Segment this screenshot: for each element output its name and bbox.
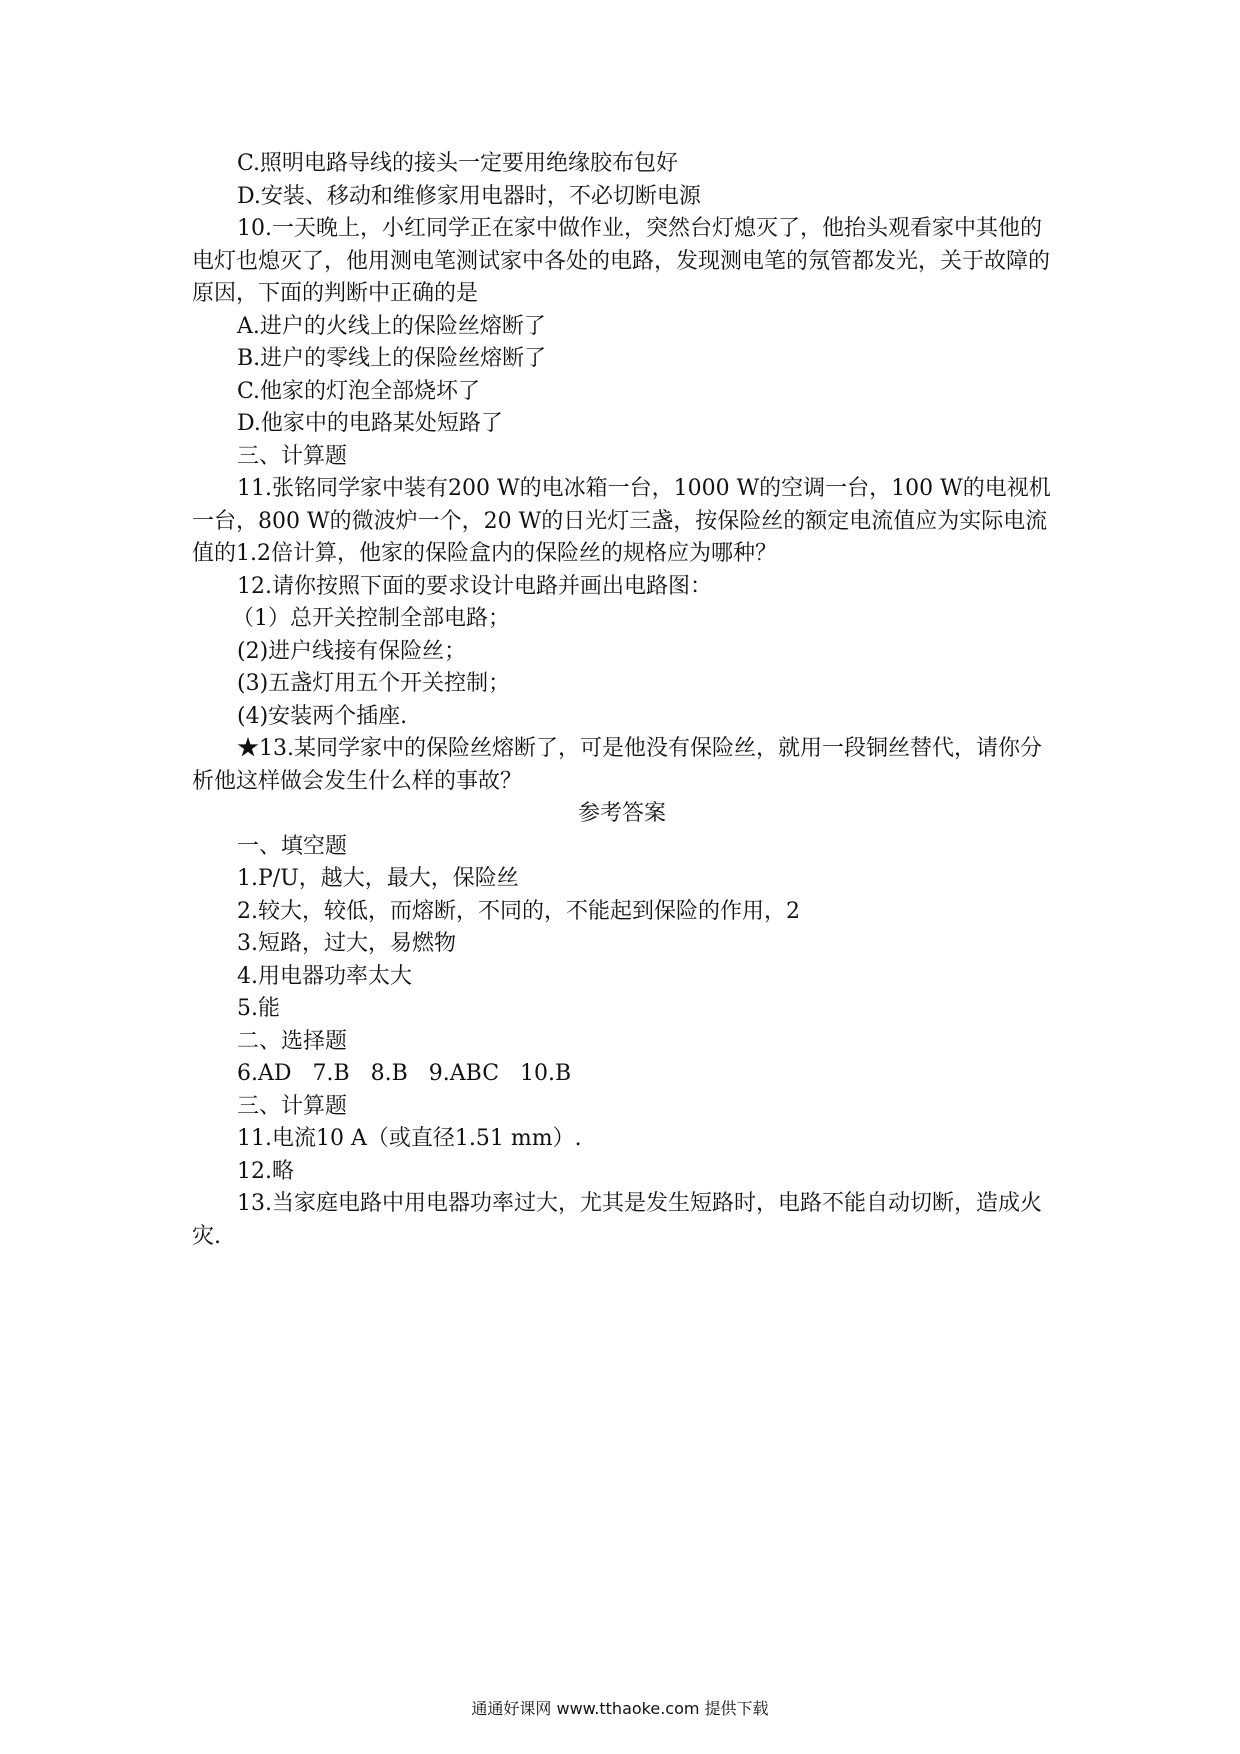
answer-13: 13.当家庭电路中用电器功率过大，尤其是发生短路时，电路不能自动切断，造成火灾.: [192, 1191, 1042, 1249]
answer-5: 5.能: [237, 996, 280, 1021]
q10-option-c: C.他家的灯泡全部烧坏了: [237, 378, 481, 404]
q12-item-4: (4)安装两个插座.: [237, 703, 408, 729]
q11-text: 11.张铭同学家中装有200 W的电冰箱一台，1000 W的空调一台，100 W的电视机一台，800 W的微波炉一个，20 W的日光灯三盏，按保险丝的额定电流值应为实际电流值的1.2倍计算，他家的保险盒内的保险丝的规格应为哪种？: [192, 476, 1051, 566]
q10-option-b: B.进户的零线上的保险丝熔断了: [237, 346, 547, 371]
section-calculation-title: 三、计算题: [237, 443, 348, 469]
answer-2: 2.较大，较低，而熔断，不同的，不能起到保险的作用，2: [237, 898, 800, 924]
q9-option-c: C.照明电路导线的接头一定要用绝缘胶布包好: [237, 151, 679, 176]
q10-option-d: D.他家中的电路某处短路了: [237, 411, 503, 436]
page-content: [192, 148, 1052, 1253]
q12-item-3: (3)五盏灯用五个开关控制；: [237, 671, 511, 696]
q12-item-2: (2)进户线接有保险丝；: [237, 638, 467, 664]
q10-option-a: A.进户的火线上的保险丝熔断了: [237, 313, 546, 339]
q12-stem: 12.请你按照下面的要求设计电路并画出电路图：: [237, 573, 712, 599]
answer-3: 3.短路，过大，易燃物: [237, 931, 456, 956]
answer-4: 4.用电器功率太大: [237, 963, 412, 989]
answer-1: 1.P/U，越大，最大，保险丝: [237, 866, 519, 891]
q13-text: ★13.某同学家中的保险丝熔断了，可是他没有保险丝，就用一段铜丝替代，请你分析他这样做会发生什么样的事故？: [192, 736, 1042, 794]
answers-section-calc-title: 三、计算题: [237, 1093, 348, 1119]
answers-section-choice-title: 二、选择题: [237, 1028, 348, 1054]
q10-stem: 10.一天晚上，小红同学正在家中做作业，突然台灯熄灭了，他抬头观看家中其他的电灯也熄灭了，他用测电笔测试家中各处的电路，发现测电笔的氖管都发光，关于故障的原因，下面的判断中正确的是: [192, 216, 1051, 306]
answers-choice: 6.AD 7.B 8.B 9.ABC 10.B: [237, 1061, 572, 1086]
answer-11: 11.电流10 A（或直径1.51 mm）.: [237, 1126, 582, 1151]
answer-12: 12.略: [237, 1158, 294, 1184]
q9-option-d: D.安装、移动和维修家用电器时，不必切断电源: [237, 183, 701, 209]
q12-item-1: （1）总开关控制全部电路；: [232, 606, 510, 631]
answers-section-fill-title: 一、填空题: [237, 833, 348, 859]
footer-source: 通通好课网 www.tthaoke.com 提供下载: [471, 1699, 769, 1718]
answers-title: 参考答案: [577, 801, 666, 826]
